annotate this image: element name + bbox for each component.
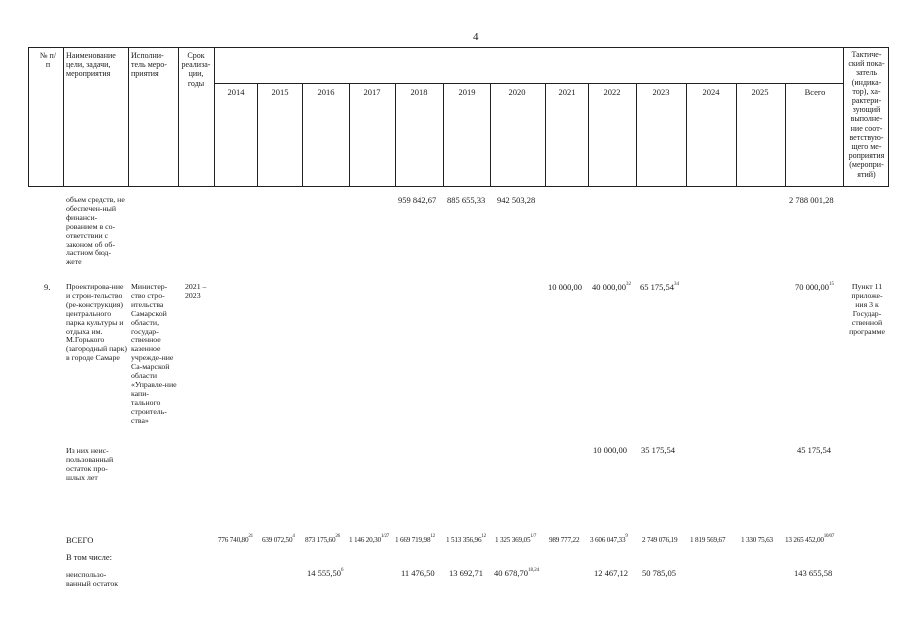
cell-2023 xyxy=(642,536,677,544)
cell-value: 873 175,60 xyxy=(305,536,336,544)
header-year: 2015 xyxy=(271,87,289,97)
cell-2022 xyxy=(592,283,631,293)
cell-value: 3 606 047,33 xyxy=(590,536,626,544)
header-year: 2023 xyxy=(652,87,670,97)
header-year: 2021 xyxy=(558,87,576,97)
row-number: 9. xyxy=(44,282,51,292)
header-year: 2024 xyxy=(702,87,720,97)
cell-2014 xyxy=(218,536,253,544)
footnote-mark: 4 xyxy=(292,534,295,539)
cell-value: 40 678,70 xyxy=(494,568,528,578)
header-top-border xyxy=(28,47,889,48)
header-year: 2016 xyxy=(317,87,335,97)
row-executor: Министер-ство стро-ительства Самарской области, государ-ственное казенное учрежде-ние Са-марской области «Управле-ние капи-тального строитель-ства» xyxy=(131,282,177,425)
footnote-mark: 1/7 xyxy=(530,534,537,539)
year-col-border xyxy=(257,83,258,187)
cell-2018: 959 842,67 xyxy=(398,195,437,205)
cell-2023: 35 175,54 xyxy=(641,445,675,455)
cell-value: 1 325 369,05 xyxy=(495,536,531,544)
cell-value: 1 146 20,30 xyxy=(349,536,381,544)
row-indicator: Пункт 11 приложе-ния 3 к Государ-ственной программе xyxy=(849,282,885,336)
page-number: 4 xyxy=(473,31,479,43)
footnote-mark: 1/27 xyxy=(380,534,390,539)
cell-value: 1 513 356,96 xyxy=(446,536,482,544)
footnote-mark: 34 xyxy=(674,282,679,287)
year-col-border xyxy=(736,83,737,187)
cell-2024 xyxy=(690,536,725,544)
cell-2022 xyxy=(590,536,628,544)
header-col-executor: Исполни-тель меро-приятия xyxy=(131,51,167,79)
year-col-border xyxy=(490,83,491,187)
cell-value: 13 265 452,00 xyxy=(785,536,824,544)
cell-2018: 11 476,50 xyxy=(401,568,435,578)
cell-2015 xyxy=(262,536,295,544)
year-col-border xyxy=(395,83,396,187)
year-col-border xyxy=(686,83,687,187)
footnote-mark: 18,24 xyxy=(528,568,540,573)
cell-2020 xyxy=(495,536,536,544)
cell-value: 1 819 569,67 xyxy=(690,536,726,544)
cell-2023: 50 785,05 xyxy=(642,568,676,578)
header-col-indicator: Тактиче-ский пока-затель (индика-тор), ха-рактери-зующий выполне-ние соот-ветствую-щего ме-роприятия (меропри-ятий) xyxy=(848,50,885,179)
header-col-term: Срок реализа-ции, годы xyxy=(181,51,211,88)
footnote-mark: 32 xyxy=(626,282,631,287)
col-border xyxy=(178,47,179,187)
cell-value: 639 072,50 xyxy=(262,536,293,544)
col-border xyxy=(63,47,64,187)
cell-2021 xyxy=(549,536,579,544)
footnote-mark: 12 xyxy=(430,534,435,539)
header-col-name: Наименование цели, задачи, мероприятия xyxy=(66,51,116,79)
cell-value: 776 740,80 xyxy=(218,536,249,544)
year-col-border xyxy=(588,83,589,187)
year-col-border xyxy=(545,83,546,187)
footnote-mark: 21 xyxy=(248,534,253,539)
cell-total xyxy=(785,536,834,544)
footnote-mark: 10/07 xyxy=(823,534,835,539)
years-subheader-line xyxy=(214,83,843,84)
header-year: 2019 xyxy=(458,87,476,97)
header-col-total: Всего xyxy=(804,87,826,97)
cell-2017 xyxy=(349,536,389,544)
col-border xyxy=(888,47,889,187)
footnote-mark: 9 xyxy=(625,534,628,539)
cell-value: 1 669 719,98 xyxy=(395,536,431,544)
cell-2022: 10 000,00 xyxy=(593,445,627,455)
header-year: 2014 xyxy=(227,87,245,97)
cell-value: 989 777,22 xyxy=(549,536,580,544)
footnote-mark: 12 xyxy=(481,534,486,539)
row-name: Из них неис-пользованный остаток про-шлых лет xyxy=(66,446,114,482)
footnote-mark: 6 xyxy=(341,568,344,573)
including-label: В том числе: xyxy=(66,552,112,562)
col-border xyxy=(28,47,29,187)
col-border xyxy=(128,47,129,187)
header-year: 2018 xyxy=(410,87,428,97)
cell-2023 xyxy=(640,283,679,293)
header-year: 2017 xyxy=(363,87,381,97)
row-name: неиспользо-ванный остаток xyxy=(66,570,119,588)
cell-value: 40 000,00 xyxy=(592,282,626,292)
cell-value: 65 175,54 xyxy=(640,282,674,292)
cell-total: 143 655,58 xyxy=(794,568,833,578)
cell-2019 xyxy=(446,536,486,544)
row-name: объем средств, не обеспечен-ный финанси-рованием в со-ответствии с законом об об-ластном бюд-жете xyxy=(66,195,125,267)
cell-total: 2 788 001,28 xyxy=(789,195,834,205)
cell-2016 xyxy=(305,536,340,544)
cell-value: 2 749 076,19 xyxy=(642,536,678,544)
header-year: 2020 xyxy=(508,87,526,97)
cell-value: 1 330 75,63 xyxy=(741,536,773,544)
cell-value: 70 000,00 xyxy=(795,282,829,292)
cell-total: 45 175,54 xyxy=(797,445,831,455)
cell-2019: 885 655,33 xyxy=(447,195,486,205)
cell-2018 xyxy=(395,536,435,544)
year-col-border xyxy=(636,83,637,187)
cell-2019: 13 692,71 xyxy=(449,568,483,578)
row-term: 2021 – 2023 xyxy=(185,282,207,300)
year-col-border xyxy=(785,83,786,187)
header-year: 2025 xyxy=(751,87,769,97)
col-border xyxy=(214,47,215,187)
cell-total xyxy=(795,283,834,293)
cell-2021: 10 000,00 xyxy=(548,282,582,292)
header-bottom-border xyxy=(28,186,889,187)
col-border xyxy=(843,47,844,187)
year-col-border xyxy=(302,83,303,187)
cell-value: 14 555,50 xyxy=(307,568,341,578)
footnote-mark: 26 xyxy=(335,534,340,539)
cell-2016 xyxy=(307,569,344,579)
row-name: Проектирова-ние и строи-тельство (ре-конструкция) центрального парка культуры и отдыха им. М.Горького (загородный парк) в городе Самаре xyxy=(66,282,128,363)
year-col-border xyxy=(443,83,444,187)
header-col-number: № п/п xyxy=(39,51,57,70)
footnote-mark: 15 xyxy=(829,282,834,287)
year-col-border xyxy=(349,83,350,187)
cell-2025 xyxy=(741,536,773,544)
cell-2020: 942 503,28 xyxy=(497,195,536,205)
row-label: ВСЕГО xyxy=(66,535,94,545)
cell-2022: 12 467,12 xyxy=(594,568,628,578)
header-year: 2022 xyxy=(603,87,621,97)
cell-2020 xyxy=(494,569,539,579)
